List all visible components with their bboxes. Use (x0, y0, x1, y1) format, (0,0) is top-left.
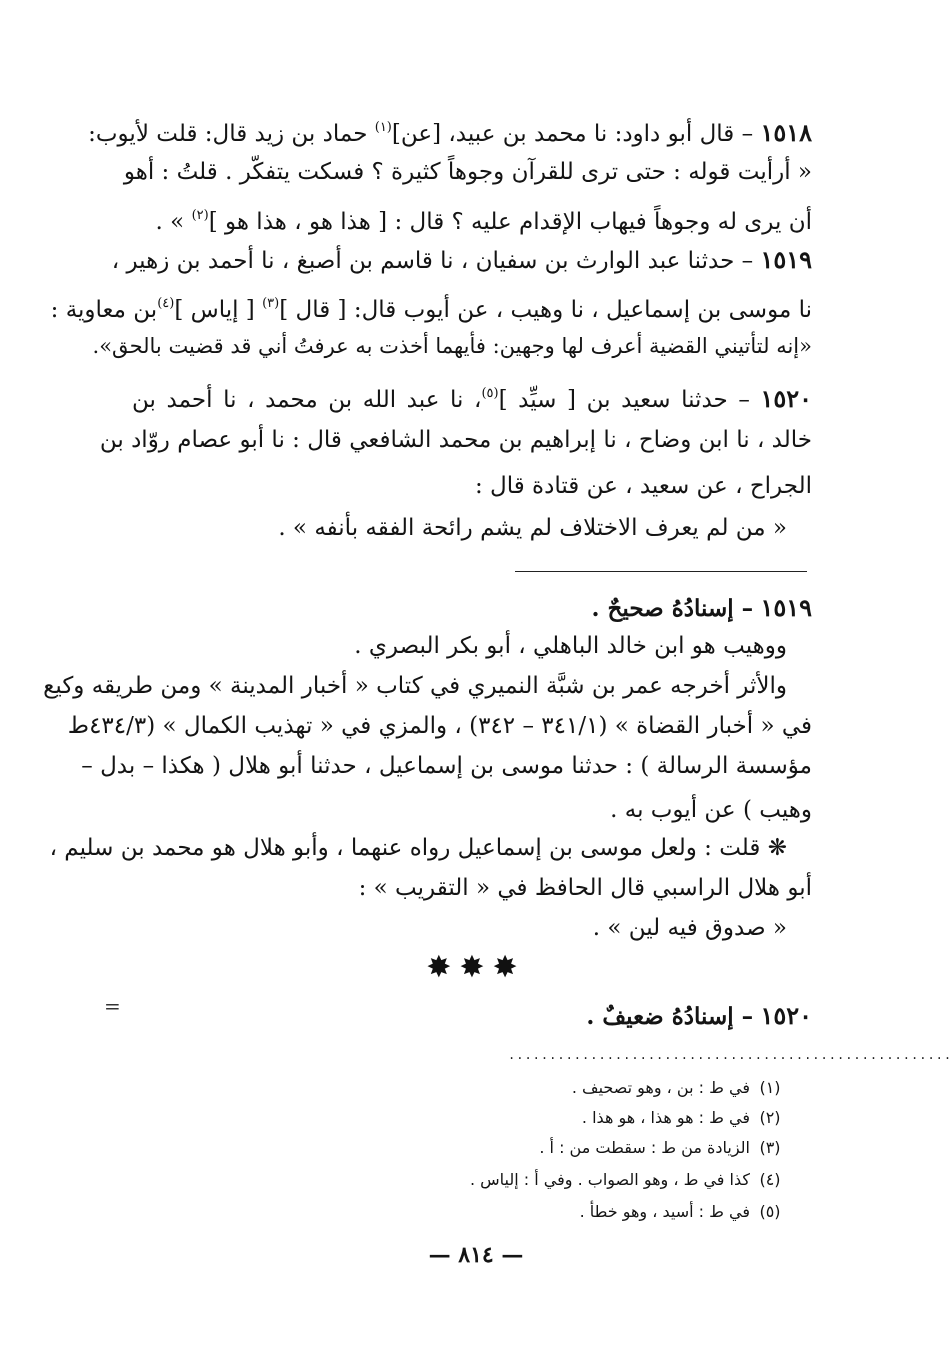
section-stars-ornament: ✸✸✸ (426, 950, 526, 985)
section-separator (515, 571, 807, 572)
footnote-ref: (٢) (191, 208, 209, 223)
commentary-1519-line-6: ❋ قلت : ولعل موسى بن إسماعيل رواه عنهما ، وأبو هلال هو محمد بن سليم ، (49, 835, 787, 861)
footnote-ref: (١) (374, 120, 392, 135)
entry-1518-line-1: ١٥١٨ – قال أبو داود: نا محمد بن عبيد، [عن]$^{(١)}$ حماد بن زيد قال: قلت لأيوب: (88, 118, 812, 147)
entry-number: ١٥٢٠ (760, 384, 813, 413)
commentary-1520-heading: ١٥٢٠ – إسنادُهُ ضعيفٌ . (586, 1001, 812, 1030)
entry-number: ١٥١٩ (760, 245, 812, 274)
entry-1519-line-3: «إنه لتأتيني القضية أعرف لها وجهين: فأيهما أخذت به عرفتُ أني قد قضيت بالحق». (92, 334, 812, 358)
commentary-1519-line-8: « صدوق فيه لين » . (592, 915, 787, 941)
footnote-3: (٣)الزيادة من ط : سقطت من : أ . (539, 1138, 781, 1157)
commentary-1519-line-3: في « أخبار القضاة » (٣٤١/١ – ٣٤٢) ، والمزي في « تهذيب الكمال » (٤٣٤/٣ط (67, 713, 812, 739)
commentary-1519-line-7: أبو هلال الراسبي قال الحافظ في « التقريب » : (358, 875, 812, 901)
footnote-5: (٥)في ط : أسيد ، وهو خطأ . (579, 1202, 781, 1221)
commentary-1519-line-5: وهيب ) عن أيوب به . (610, 797, 812, 823)
commentary-1519-line-1: ووهيب هو ابن خالد الباهلي ، أبو بكر البصري . (354, 633, 787, 659)
entry-1518-line-2: « أرأيت قوله : حتى ترى للقرآن وجوهاً كثيرة ؟ فسكت يتفكّر . قلتُ : أهو (123, 159, 812, 185)
footnote-separator: ...................................................... (508, 1048, 952, 1062)
entry-number: ١٥١٩ (760, 593, 812, 622)
commentary-1519-heading: ١٥١٩ – إسنادُهُ صحيحٌ . (591, 593, 812, 622)
commentary-1519-line-4: مؤسسة الرسالة ) : حدثنا موسى بن إسماعيل ، حدثنا أبو هلال ( هكذا – بدل – (81, 753, 812, 779)
entry-1520-line-4: « من لم يعرف الاختلاف لم يشم رائحة الفقه بأنفه » . (278, 515, 787, 541)
entry-1520-line-1: ١٥٢٠ – حدثنا سعيد بن [ سيِّد ]$^{(٥)}$، نا عبد الله بن محمد ، نا أحمد بن (132, 384, 813, 413)
entry-number: ١٥٢٠ (760, 1001, 812, 1030)
entry-1520-line-3: الجراح ، عن سعيد ، عن قتادة قال : (474, 473, 812, 499)
entry-1519-line-1: ١٥١٩ – حدثنا عبد الوارث بن سفيان ، نا قاسم بن أصبغ ، نا أحمد بن زهير ، (111, 245, 812, 274)
margin-mark: = (104, 994, 121, 1018)
footnote-ref: (٥) (481, 386, 499, 401)
footnote-1: (١)في ط : بن ، وهو تصحيف . (571, 1078, 781, 1097)
footnote-4: (٤)كذا في ط ، وهو الصواب . وفي أ : إلياس . (469, 1170, 781, 1189)
footnote-2: (٢)في ط : هو هذا ، هو هذا . (581, 1108, 781, 1127)
entry-1518-line-3: أن يرى له وجوهاً فيهاب الإقدام عليه ؟ قال : [ هذا هو ، هذا هو ]$^{(٢)}$ » . (155, 208, 812, 235)
entry-number: ١٥١٨ (760, 118, 812, 147)
footnote-ref: (٣) (262, 296, 280, 311)
entry-1519-line-2: نا موسى بن إسماعيل ، نا وهيب ، عن أيوب قال: [ قال ]$^{(٣)}$ [ إياس ]$^{(٤)}$بن معاوية : (50, 296, 812, 323)
commentary-1519-line-2: والأثر أخرجه عمر بن شبَّة النميري في كتاب « أخبار المدينة » ومن طريقه وكيع (43, 673, 787, 699)
page-number: — ٨١٤ — (428, 1242, 524, 1268)
footnote-ref: (٤) (157, 296, 175, 311)
entry-1520-line-2: خالد ، نا ابن وضاح ، نا إبراهيم بن محمد الشافعي قال : نا أبو عصام روّاد بن (99, 427, 812, 453)
